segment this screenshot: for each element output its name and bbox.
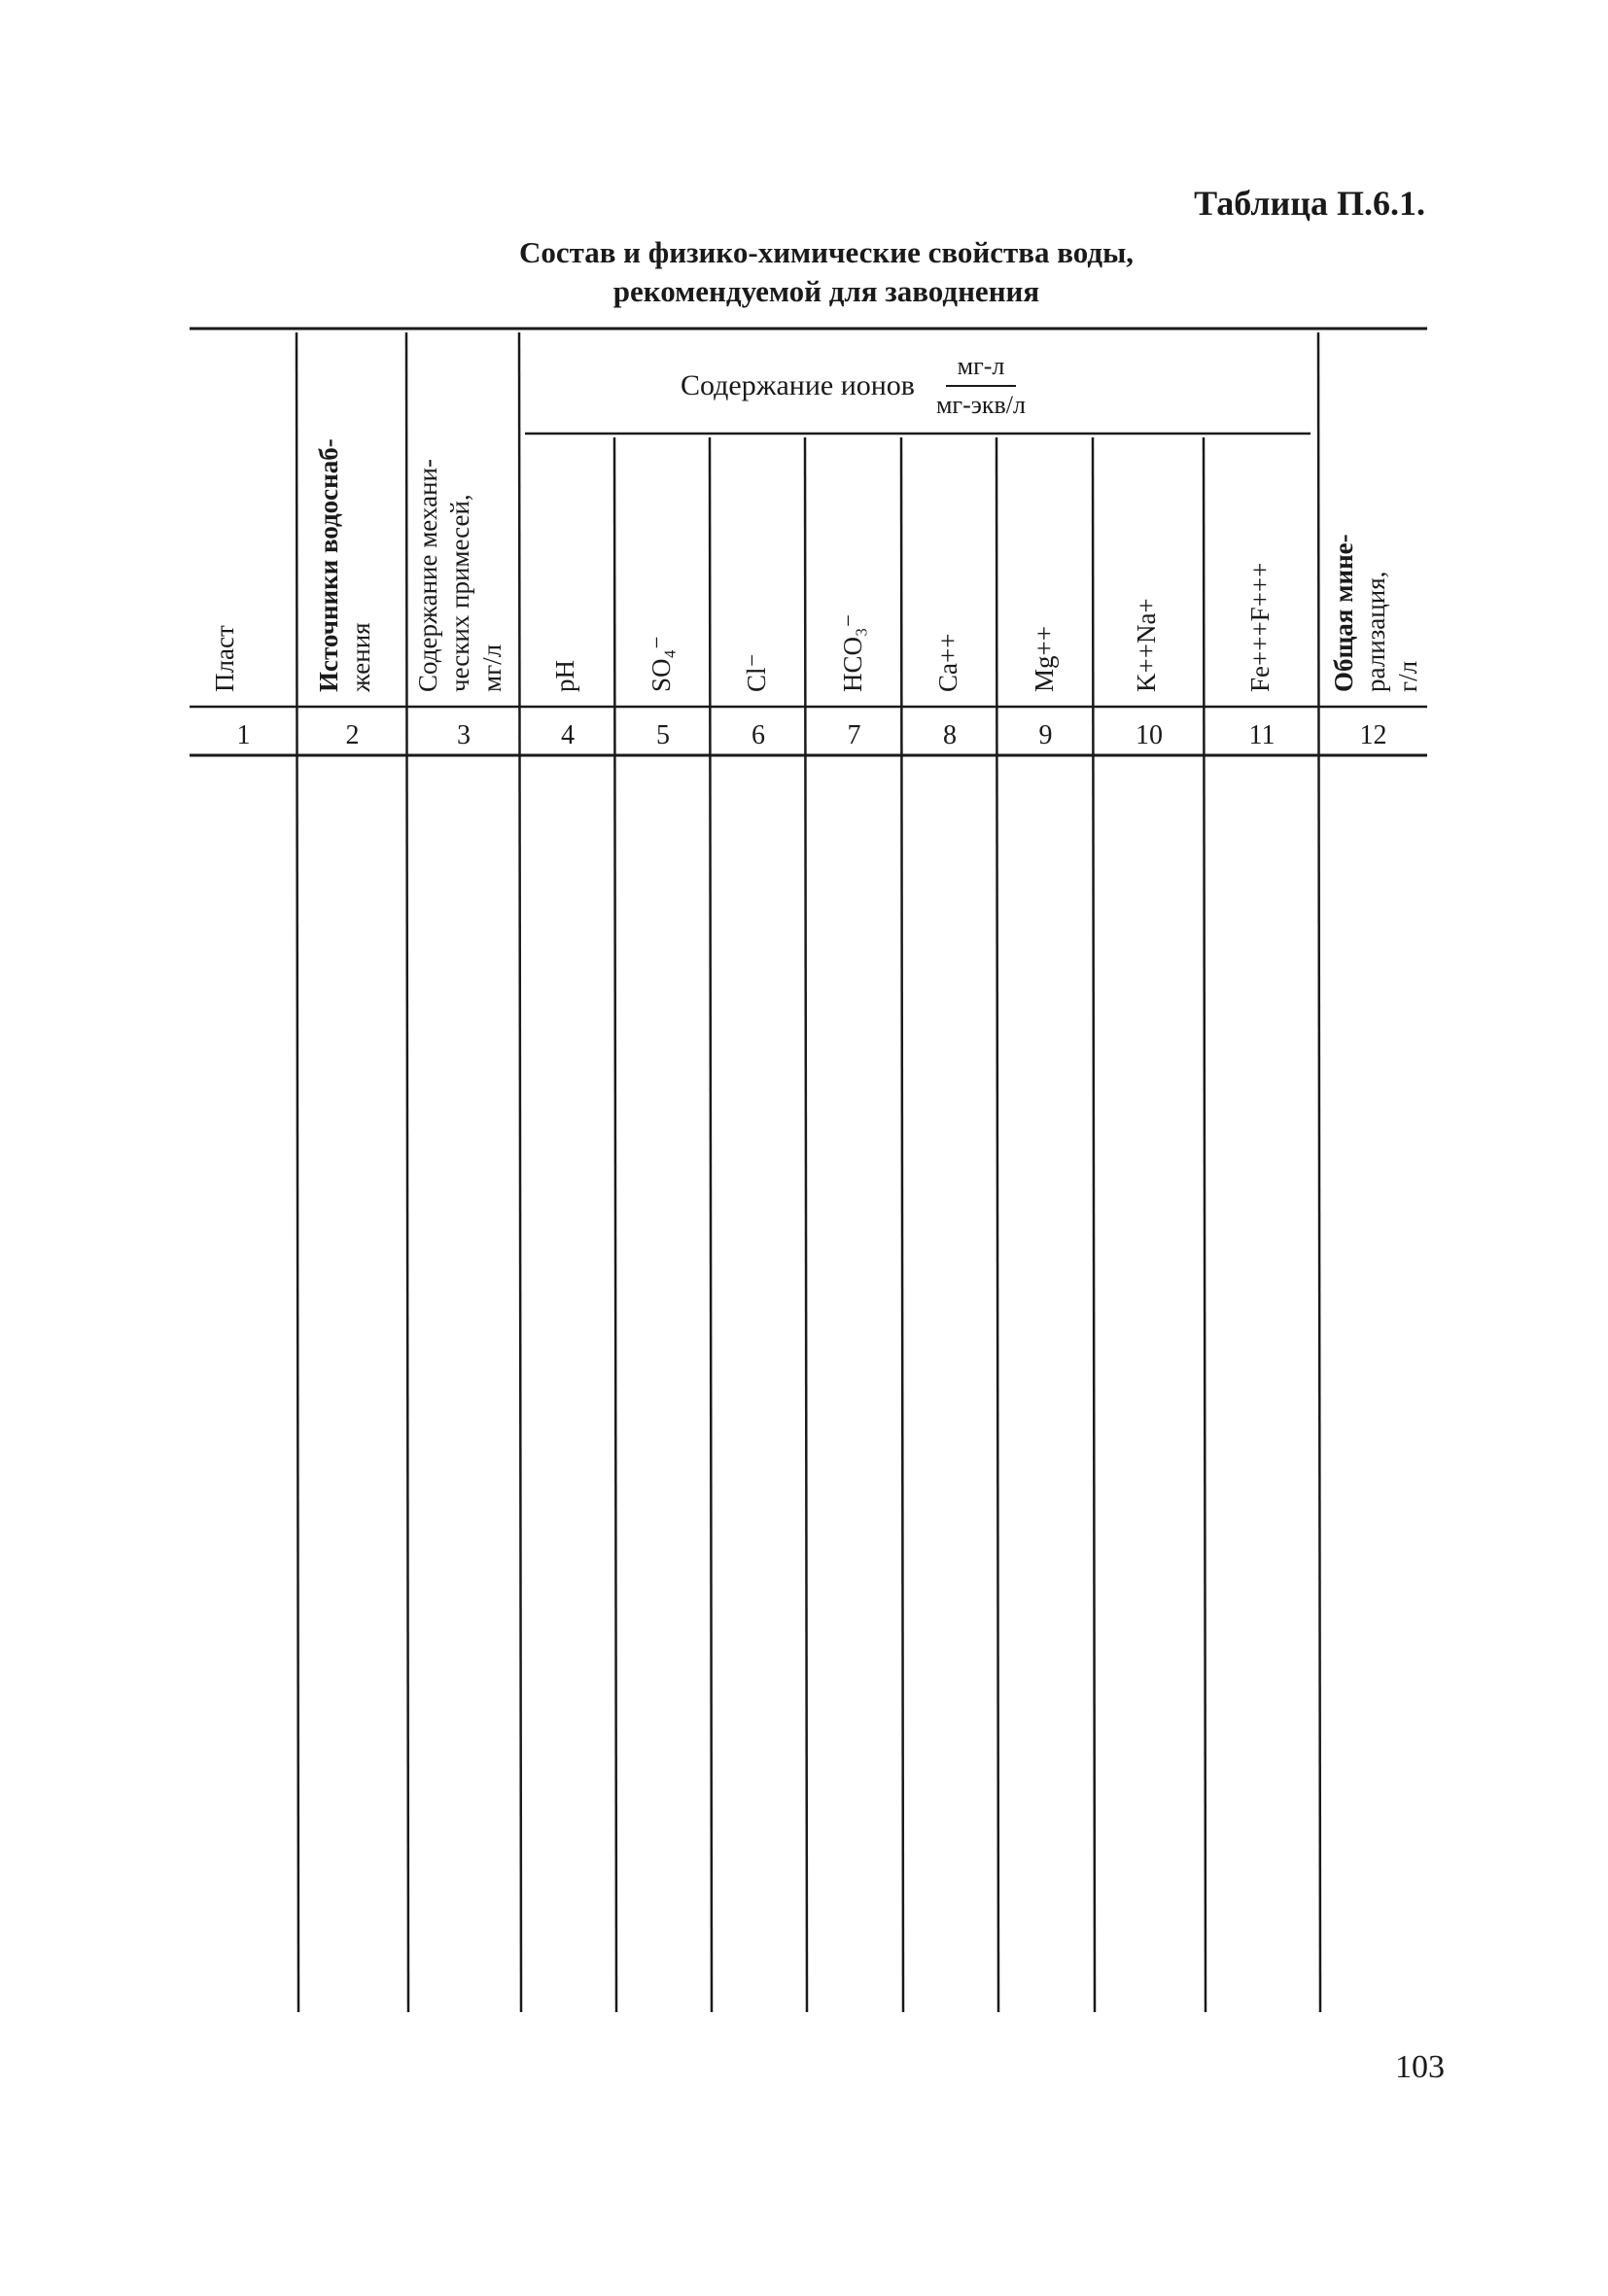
column-number: 10 <box>1136 720 1163 750</box>
vline-6 <box>805 437 807 2012</box>
ion-units-denominator: мг-экв/л <box>935 391 1027 419</box>
title-line-2: рекомендуемой для заводнения <box>612 274 1040 308</box>
vline-10 <box>1204 437 1206 2012</box>
column-number: 9 <box>1038 720 1053 750</box>
header-col-1: Пласт <box>210 625 239 692</box>
header-col-7: HCO₃⁻ <box>838 613 867 692</box>
column-number: 5 <box>656 720 670 750</box>
vline-3 <box>519 332 521 2012</box>
ion-group-label: Содержание ионов <box>681 369 915 401</box>
header-col-6: Cl⁻ <box>742 653 771 692</box>
vline-9 <box>1093 437 1095 2012</box>
header-col-4: pH <box>550 660 579 692</box>
header-col-9: Mg++ <box>1030 626 1059 692</box>
column-number: 11 <box>1248 720 1276 750</box>
vline-5 <box>710 437 712 2012</box>
header-col-8: Ca++ <box>933 633 962 692</box>
column-number: 6 <box>752 720 765 750</box>
table-label: Таблица П.6.1. <box>1194 184 1425 223</box>
column-number: 1 <box>236 720 251 750</box>
vline-1 <box>297 332 298 2012</box>
column-number: 3 <box>457 720 471 750</box>
header-col-3: Содержание механи- ческих примесей, мг/л <box>413 459 507 692</box>
column-number: 7 <box>847 720 861 750</box>
ion-units-fraction <box>925 352 1037 420</box>
header-col-12: Общая мине- рализация, г/л <box>1329 534 1422 692</box>
vline-4 <box>614 437 616 2012</box>
vline-11 <box>1318 332 1320 2012</box>
column-number: 8 <box>943 720 957 750</box>
ion-units-numerator: мг-л <box>946 352 1017 387</box>
ion-group-header <box>681 342 1037 430</box>
page-number: 103 <box>1395 2049 1445 2085</box>
header-col-11: Fe+++F+++ <box>1245 562 1275 692</box>
title-line-1: Состав и физико-химические свойства воды, <box>518 235 1135 269</box>
vline-8 <box>996 437 998 2012</box>
vline-7 <box>901 437 903 2012</box>
header-col-5: SO₄⁻ <box>647 635 676 692</box>
header-col-10: K++Na+ <box>1132 598 1161 692</box>
column-number: 2 <box>345 720 360 750</box>
column-number: 12 <box>1359 720 1387 750</box>
vline-2 <box>406 332 408 2012</box>
column-number: 4 <box>561 720 575 750</box>
header-col-2: Источники водоснаб- жения <box>314 438 375 692</box>
